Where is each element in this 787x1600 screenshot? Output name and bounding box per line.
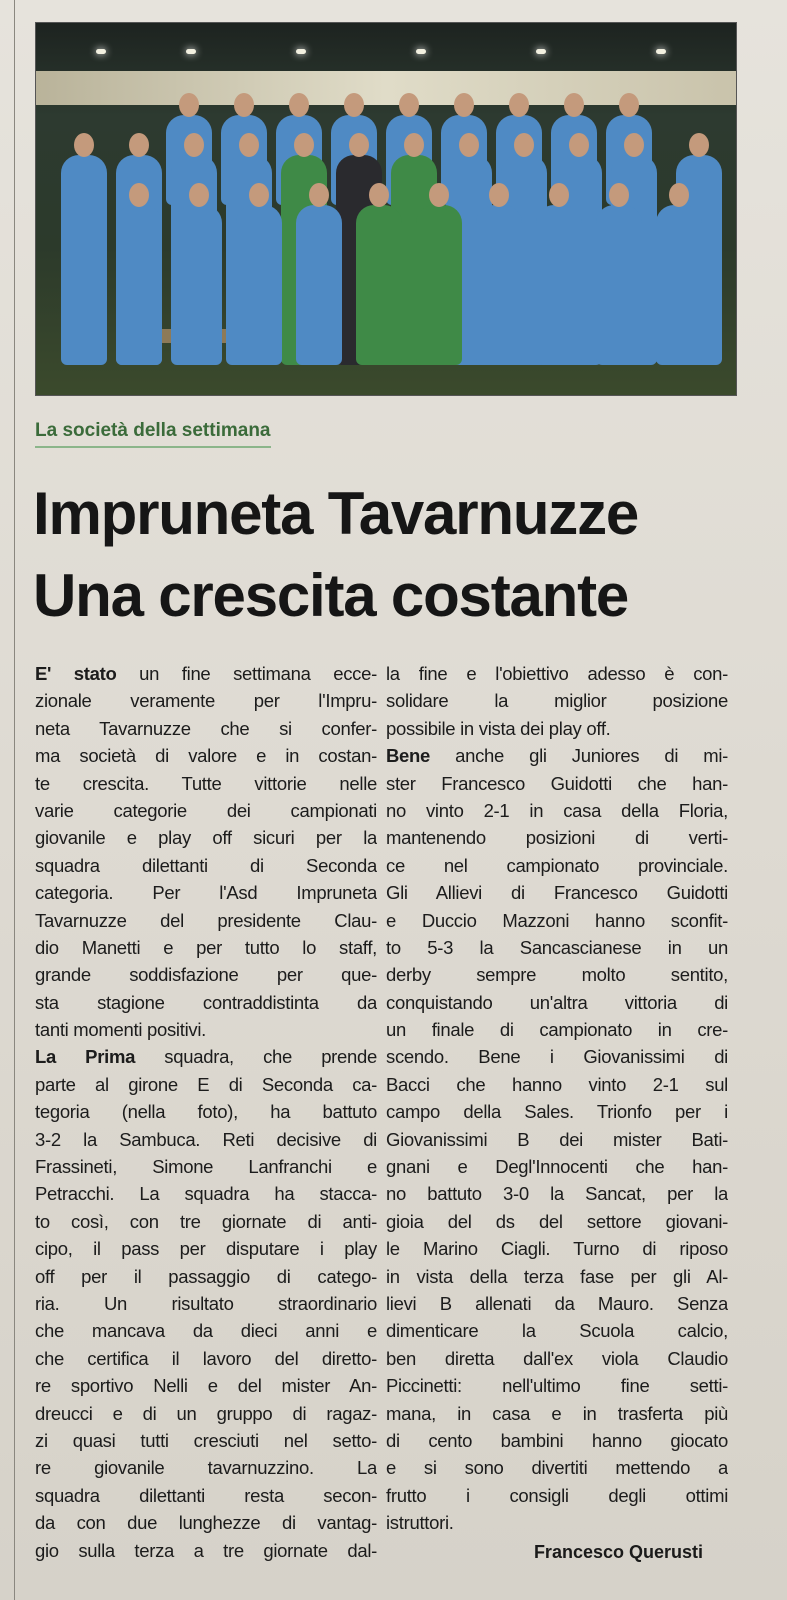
body-text: dio Manetti e per tutto lo staff,	[35, 936, 377, 958]
body-text: anche gli Juniores di mi-	[430, 745, 728, 767]
body-text: solidare la miglior posizione	[386, 690, 728, 712]
body-text: giovanile e play off sicuri per la	[35, 827, 377, 849]
body-line	[35, 1509, 377, 1536]
body-text: mantenendo posizioni di verti-	[386, 827, 728, 849]
body-line	[35, 797, 377, 824]
body-column-right	[386, 660, 728, 1537]
body-line	[35, 742, 377, 769]
body-text: dreucci e di un gruppo di ragaz-	[35, 1402, 377, 1424]
body-line	[386, 961, 728, 988]
player-figure	[416, 205, 462, 365]
body-line	[386, 1208, 728, 1235]
body-text: categoria. Per l'Asd Impruneta	[35, 882, 377, 904]
body-line	[35, 934, 377, 961]
body-line	[35, 1180, 377, 1207]
player-head	[569, 133, 589, 157]
paragraph-lead: Bene	[386, 745, 431, 767]
player-head	[564, 93, 584, 117]
body-line	[35, 824, 377, 851]
body-line	[35, 1427, 377, 1454]
player-figure	[176, 205, 222, 365]
player-head	[179, 93, 199, 117]
player-head	[489, 183, 509, 207]
body-text: conquistando un'altra vittoria di	[386, 991, 728, 1013]
player-head	[369, 183, 389, 207]
player-figure	[596, 205, 642, 365]
body-text: Tavarnuzze del presidente Clau-	[35, 909, 377, 931]
body-line	[386, 797, 728, 824]
body-text: sta stagione contraddistinta da	[35, 991, 377, 1013]
body-text: ria. Un risultato straordinario	[35, 1292, 377, 1314]
body-line	[35, 907, 377, 934]
player-head	[619, 93, 639, 117]
body-line	[386, 1235, 728, 1262]
paragraph-lead: E' stato	[35, 663, 117, 684]
body-line	[35, 1537, 377, 1564]
player-head	[429, 183, 449, 207]
byline: Francesco Querusti	[533, 1542, 703, 1562]
body-line	[35, 1016, 377, 1043]
body-text: le Marino Ciagli. Turno di riposo	[386, 1238, 728, 1260]
body-text: Petracchi. La squadra ha stacca-	[35, 1183, 377, 1205]
body-line	[386, 1043, 728, 1070]
body-line	[35, 1454, 377, 1481]
body-line	[386, 852, 728, 879]
body-text: e Duccio Mazzoni hanno sconfit-	[386, 909, 728, 931]
player-head	[129, 183, 149, 207]
body-line	[35, 1126, 377, 1153]
body-text: campo della Sales. Trionfo per i	[386, 1101, 728, 1123]
body-text: squadra dilettanti di Seconda	[35, 854, 377, 876]
body-line	[386, 1454, 728, 1481]
body-text: di cento bambini hanno giocato	[386, 1429, 728, 1451]
body-line	[386, 1071, 728, 1098]
player-figure	[296, 205, 342, 365]
player-head	[129, 133, 149, 157]
body-line	[386, 1016, 728, 1043]
body-text: varie categorie dei campionati	[35, 799, 377, 821]
player-head	[184, 133, 204, 157]
player-figure	[476, 205, 522, 365]
body-text: in vista della terza fase per gli Al-	[386, 1265, 728, 1287]
body-text: derby sempre molto sentito,	[386, 964, 728, 986]
player-figure	[61, 155, 107, 365]
body-line	[386, 1153, 728, 1180]
body-line	[35, 989, 377, 1016]
body-text: parte al girone E di Seconda ca-	[35, 1073, 377, 1095]
body-line	[35, 1317, 377, 1344]
body-line	[35, 1071, 377, 1098]
player-head	[669, 183, 689, 207]
body-line	[35, 1098, 377, 1125]
body-line	[386, 1126, 728, 1153]
player-head	[294, 133, 314, 157]
body-text: che mancava da dieci anni e	[35, 1320, 377, 1342]
body-text: ce nel campionato provinciale.	[386, 854, 728, 876]
player-head	[239, 133, 259, 157]
body-line	[386, 715, 728, 742]
body-text: mana, in casa e in trasferta più	[386, 1402, 728, 1424]
player-head	[624, 133, 644, 157]
body-line	[35, 852, 377, 879]
player-head	[404, 133, 424, 157]
body-line	[386, 1180, 728, 1207]
body-line	[35, 961, 377, 988]
body-text: Gli Allievi di Francesco Guidotti	[386, 882, 728, 904]
body-line	[35, 1043, 377, 1070]
body-line	[386, 1372, 728, 1399]
body-text: re giovanile tavarnuzzino. La	[35, 1457, 377, 1479]
player-head	[349, 133, 369, 157]
body-line	[386, 824, 728, 851]
body-text: ben diretta dall'ex viola Claudio	[386, 1347, 728, 1369]
lamp	[186, 49, 196, 54]
body-line	[35, 1400, 377, 1427]
team-photo	[35, 22, 737, 396]
body-text: gnani e Degl'Innocenti che han-	[386, 1156, 728, 1178]
body-text: un finale di campionato in cre-	[386, 1019, 728, 1041]
player-head	[689, 133, 709, 157]
player-figure	[356, 205, 402, 365]
body-line	[386, 934, 728, 961]
body-text: tanti momenti positivi.	[35, 1019, 206, 1041]
body-line	[35, 1482, 377, 1509]
body-text: squadra dilettanti resta secon-	[35, 1484, 377, 1506]
body-line	[386, 907, 728, 934]
paragraph-lead: La Prima	[35, 1046, 136, 1068]
body-text: tegoria (nella foto), ha battuto	[35, 1101, 377, 1123]
player-head	[514, 133, 534, 157]
body-text: possibile in vista dei play off.	[386, 717, 611, 739]
player-head	[344, 93, 364, 117]
lamp	[536, 49, 546, 54]
lamp	[416, 49, 426, 54]
body-text: off per il passaggio di catego-	[35, 1265, 377, 1287]
body-text: la fine e l'obiettivo adesso è con-	[386, 663, 728, 684]
player-head	[609, 183, 629, 207]
headline-line-2: Una crescita costante	[33, 562, 629, 629]
body-line	[386, 1482, 728, 1509]
body-line	[35, 770, 377, 797]
player-head	[289, 93, 309, 117]
body-text: cipo, il pass per disputare i play	[35, 1238, 377, 1260]
body-line	[386, 1098, 728, 1125]
body-text: dimenticare la Scuola calcio,	[386, 1320, 728, 1342]
body-line	[35, 1290, 377, 1317]
lamp	[656, 49, 666, 54]
lamp	[296, 49, 306, 54]
body-text: frutto i consigli degli ottimi	[386, 1484, 728, 1506]
player-head	[74, 133, 94, 157]
body-line	[386, 660, 728, 687]
body-text: to così, con tre giornate di anti-	[35, 1210, 377, 1232]
body-line	[386, 1263, 728, 1290]
player-head	[249, 183, 269, 207]
body-line	[386, 770, 728, 797]
body-text: istruttori.	[386, 1512, 454, 1534]
body-text: no vinto 2-1 in casa della Floria,	[386, 799, 728, 821]
body-line	[35, 660, 377, 687]
body-text: ster Francesco Guidotti che han-	[386, 772, 728, 794]
body-text: squadra, che prende	[135, 1046, 377, 1068]
player-figure	[236, 205, 282, 365]
body-text: Giovanissimi B dei mister Bati-	[386, 1128, 728, 1150]
body-text: che certifica il lavoro del diretto-	[35, 1347, 377, 1369]
body-line	[386, 742, 728, 769]
body-line	[35, 715, 377, 742]
body-line	[35, 687, 377, 714]
body-text: neta Tavarnuzze che si confer-	[35, 717, 377, 739]
body-text: grande soddisfazione per que-	[35, 964, 377, 986]
body-line	[386, 687, 728, 714]
body-line	[386, 1509, 728, 1536]
body-text: te crescita. Tutte vittorie nelle	[35, 772, 377, 794]
body-line	[386, 1290, 728, 1317]
body-text: to 5-3 la Sancascianese in un	[386, 936, 728, 958]
body-text: 3-2 la Sambuca. Reti decisive di	[35, 1128, 377, 1150]
body-text: da con due lunghezze di vantag-	[35, 1512, 377, 1534]
body-line	[35, 1263, 377, 1290]
player-head	[459, 133, 479, 157]
body-line	[386, 1317, 728, 1344]
player-head	[189, 183, 209, 207]
body-text: Piccinetti: nell'ultimo fine setti-	[386, 1375, 728, 1397]
body-text: zi quasi tutti cresciuti nel setto-	[35, 1429, 377, 1451]
column-rule	[14, 0, 15, 1600]
lamp	[96, 49, 106, 54]
player-head	[399, 93, 419, 117]
body-text: zionale veramente per l'Impru-	[35, 690, 377, 712]
body-text: no battuto 3-0 la Sancat, per la	[386, 1183, 728, 1205]
body-text: un fine settimana ecce-	[116, 663, 377, 684]
player-figure	[656, 205, 702, 365]
body-text: gio sulla terza a tre giornate dal-	[35, 1539, 377, 1561]
body-text: ma società di valore e in costan-	[35, 745, 377, 767]
body-line	[35, 1208, 377, 1235]
player-figure	[116, 205, 162, 365]
player-figure	[536, 205, 582, 365]
body-text: gioia del ds del settore giovani-	[386, 1210, 728, 1232]
body-text: Frassineti, Simone Lanfranchi e	[35, 1156, 377, 1178]
player-head	[549, 183, 569, 207]
body-text: Bacci che hanno vinto 2-1 sul	[386, 1073, 728, 1095]
body-text: lievi B allenati da Mauro. Senza	[386, 1292, 728, 1314]
body-line	[35, 1153, 377, 1180]
body-column-left	[35, 660, 377, 1564]
body-line	[35, 1372, 377, 1399]
body-line	[386, 989, 728, 1016]
headline-line-1: Impruneta Tavarnuzze	[33, 480, 639, 547]
body-text: re sportivo Nelli e del mister An-	[35, 1375, 377, 1397]
body-text: e si sono divertiti mettendo a	[386, 1457, 728, 1479]
body-line	[35, 879, 377, 906]
section-kicker: La società della settimana	[35, 420, 271, 448]
body-line	[386, 1345, 728, 1372]
player-head	[509, 93, 529, 117]
player-head	[309, 183, 329, 207]
body-line	[386, 1400, 728, 1427]
body-line	[386, 1427, 728, 1454]
body-line	[35, 1235, 377, 1262]
body-line	[35, 1345, 377, 1372]
player-head	[454, 93, 474, 117]
body-text: scendo. Bene i Giovanissimi di	[386, 1046, 728, 1068]
player-head	[234, 93, 254, 117]
body-line	[386, 879, 728, 906]
